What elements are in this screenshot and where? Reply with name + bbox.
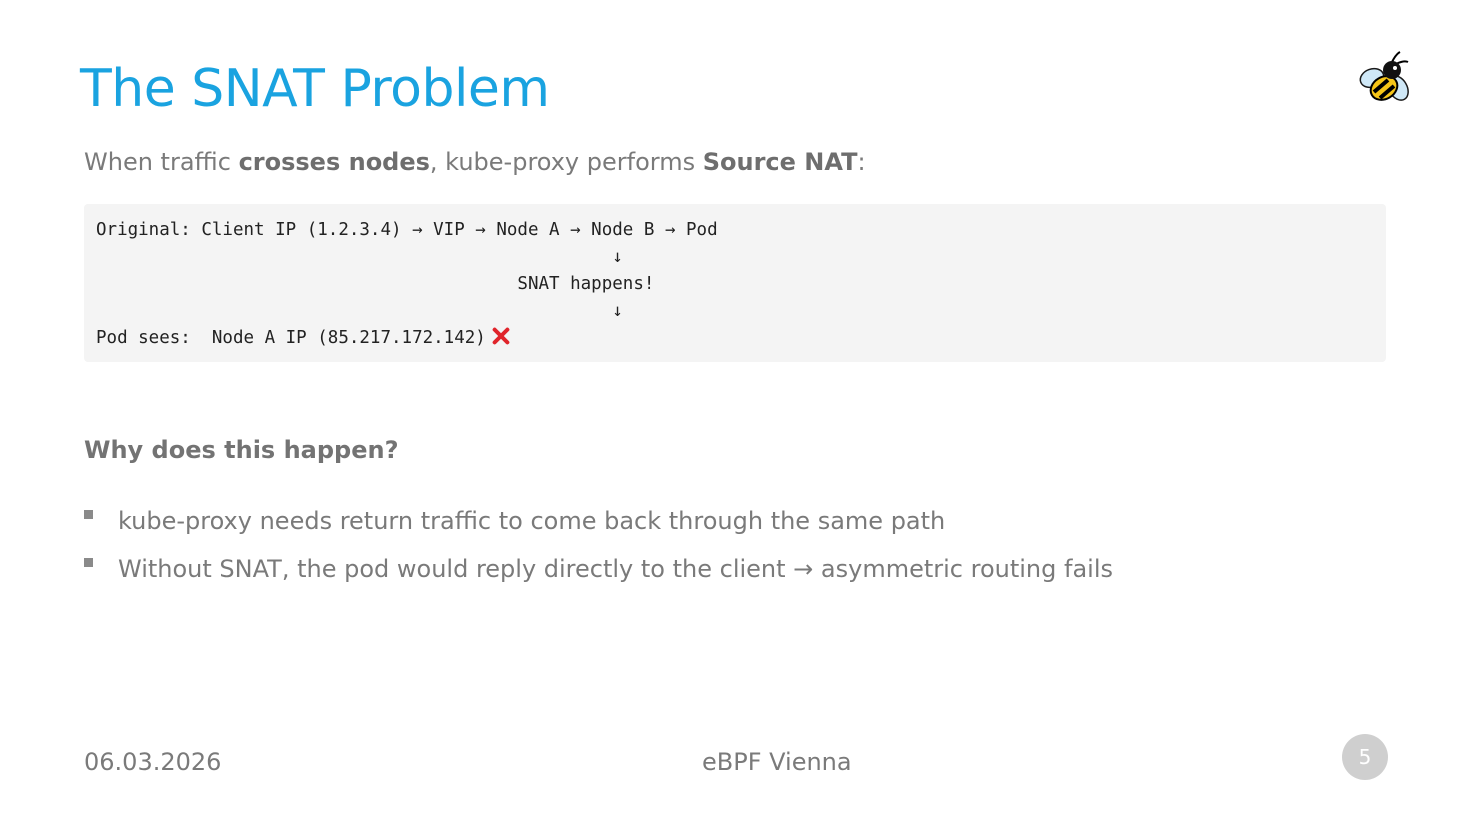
list-item <box>84 545 1113 593</box>
page-number-badge: 5 <box>1342 734 1388 780</box>
bullet-text: Without SNAT, the pod would reply directly to the client → asymmetric routing fails <box>118 555 1114 583</box>
cross-mark-icon <box>490 326 510 346</box>
bee-icon <box>1352 48 1414 108</box>
code-content <box>96 217 1374 352</box>
intro-part2: , kube-proxy performs <box>429 148 703 176</box>
bullet-square-icon <box>84 558 93 567</box>
intro-bold-source-nat: Source NAT <box>702 148 858 176</box>
code-line-1: Original: Client IP (1.2.3.4) → VIP → Node A → Node B → Pod <box>96 220 718 240</box>
code-line-2: ↓ <box>96 247 623 267</box>
intro-text <box>84 145 866 179</box>
code-line-5: Pod sees: Node A IP (85.217.172.142) <box>96 328 486 348</box>
footer-event: eBPF Vienna <box>702 748 852 776</box>
footer-date: 06.03.2026 <box>84 748 222 776</box>
code-line-3: SNAT happens! <box>96 274 655 294</box>
bullet-square-icon <box>84 510 93 519</box>
list-item <box>84 497 1113 545</box>
code-line-4: ↓ <box>96 301 623 321</box>
intro-bold-crosses-nodes: crosses nodes <box>238 148 430 176</box>
bullet-text: kube-proxy needs return traffic to come back through the same path <box>118 507 946 535</box>
code-block <box>84 204 1386 362</box>
bullet-list <box>84 497 1113 593</box>
intro-part3: : <box>857 148 866 176</box>
why-heading: Why does this happen? <box>84 436 399 464</box>
slide-title: The SNAT Problem <box>80 59 550 119</box>
intro-part1: When traffic <box>84 148 239 176</box>
